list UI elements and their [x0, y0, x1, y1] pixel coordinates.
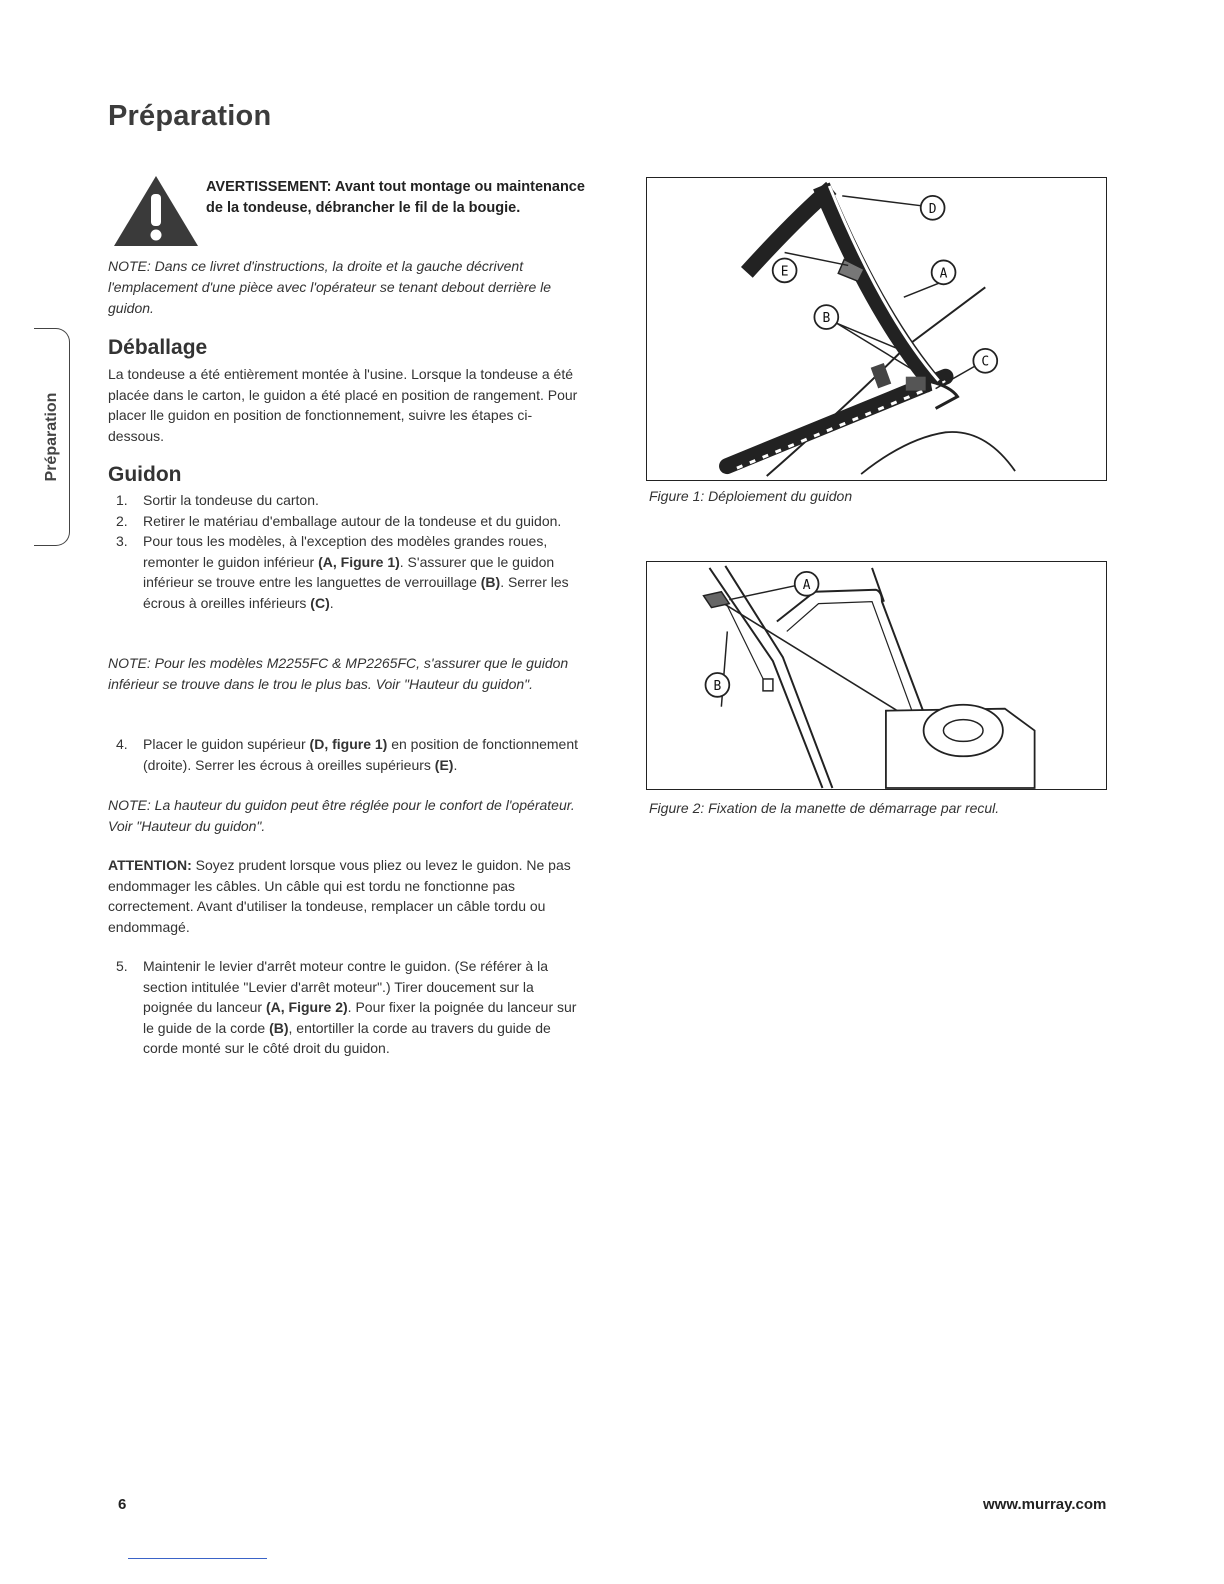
step-ref: (B) — [480, 574, 501, 590]
step-number: 2. — [116, 512, 128, 529]
figure-1-callout: B — [822, 311, 831, 327]
step-text: . S'assurer que le guidon inférieur se trouve entre les languettes de verrouillage — [143, 553, 555, 590]
step-text: , entortiller la corde au travers du guide de corde monté sur le côté droit du guidon. — [143, 1019, 551, 1056]
figure-1-caption: Figure 1: Déploiement du guidon — [649, 488, 853, 504]
figure-2-caption: Figure 2: Fixation de la manette de démarrage par recul. — [649, 800, 1000, 816]
figure-2-callout: A — [802, 577, 811, 593]
attention-text — [108, 855, 586, 937]
figure-1 — [646, 177, 1107, 481]
note-height: NOTE: La hauteur du guidon peut être réglée pour le confort de l'opérateur. Voir "Hauteur du guidon". — [108, 797, 575, 834]
step-ref: (A, Figure 1) — [318, 553, 400, 570]
step-text: . Serrer les écrous à oreilles inférieurs — [143, 574, 569, 611]
step-text: Maintenir le levier d'arrêt moteur contre le guidon. (Se référer à la section intitulée "Levier d'arrêt moteur".) Tirer doucement sur la poignée du lanceur — [143, 958, 548, 1015]
figure-1-callout: E — [780, 264, 789, 280]
attention-label: ATTENTION: — [108, 857, 192, 873]
step-ref: (C) — [310, 594, 330, 611]
warning-message: Avant tout montage ou maintenance de la tondeuse, débrancher le fil de la bougie. — [206, 179, 585, 216]
side-tab-label: Préparation — [43, 392, 60, 482]
figure-1-callout: C — [981, 354, 990, 370]
figure-1-callout: A — [939, 266, 948, 282]
figure-1-callout: D — [928, 201, 937, 217]
footer-website: www.murray.com — [983, 1496, 1107, 1513]
step-ref: (B) — [269, 1019, 289, 1036]
step-text: Sortir la tondeuse du carton. — [143, 492, 319, 508]
step-ref: (E) — [434, 756, 454, 773]
step-text: . — [453, 756, 458, 773]
note-intro: NOTE: Dans ce livret d'instructions, la droite et la gauche décrivent l'emplacement d'une pièce avec l'opérateur se tenant debout derrière le guidon. — [108, 258, 552, 316]
warning-triangle-icon — [112, 174, 200, 248]
warning-text — [206, 177, 596, 219]
step-number: 4. — [116, 736, 128, 752]
deballage-text: La tondeuse a été entièrement montée à l'usine. Lorsque la tondeuse a été placée dans le carton, le guidon a été placé en position de rangement. Pour placer lle guidon en position de fonctionnement, suivre les étapes ci-dessous. — [108, 366, 578, 444]
step-number: 1. — [116, 492, 128, 508]
figure-2-callout: B — [713, 678, 722, 694]
step-ref: (D, figure 1) — [309, 736, 388, 752]
steps-list-2 — [108, 734, 586, 775]
step-text: en position de fonctionnement (droite). Serrer les écrous à oreilles supérieurs — [143, 736, 579, 773]
step-number: 3. — [116, 533, 128, 549]
step-text: Pour tous les modèles, à l'exception des modèles grandes roues, remonter le guidon inférieur — [143, 533, 548, 570]
list-item — [108, 734, 586, 775]
note-models: NOTE: Pour les modèles M2255FC & MP2265FC, s'assurer que le guidon inférieur se trouve dans le trou le plus bas. Voir "Hauteur du guidon". — [108, 655, 569, 692]
steps-list-1 — [108, 490, 586, 613]
figure-1-illustration — [647, 178, 1106, 480]
figure-2 — [646, 561, 1107, 790]
section-title-deballage: Déballage — [108, 336, 208, 359]
step-text: . — [329, 594, 334, 611]
list-item — [108, 531, 586, 613]
list-item — [108, 956, 586, 1059]
section-title-guidon: Guidon — [108, 463, 182, 486]
footer-divider — [128, 1558, 267, 1559]
figure-2-illustration — [647, 562, 1106, 789]
page-number: 6 — [118, 1496, 127, 1513]
step-number: 5. — [116, 958, 128, 974]
list-item — [108, 490, 586, 511]
warning-label: AVERTISSEMENT: — [206, 179, 332, 195]
step-text: Placer le guidon supérieur — [143, 736, 310, 752]
list-item — [108, 511, 586, 532]
step-text: Retirer le matériau d'emballage autour de la tondeuse et du guidon. — [143, 512, 562, 529]
steps-list-3 — [108, 956, 586, 1059]
step-ref: (A, Figure 2) — [266, 999, 348, 1015]
step-text: . Pour fixer la poignée du lanceur sur le guide de la corde — [143, 999, 577, 1036]
page-title: Préparation — [108, 100, 272, 132]
attention-message: Soyez prudent lorsque vous pliez ou levez le guidon. Ne pas endommager les câbles. Un câble qui est tordu ne fonctionne pas correctement. Avant d'utiliser la tondeuse, remplacer un câble tordu ou endommagé. — [108, 857, 571, 935]
